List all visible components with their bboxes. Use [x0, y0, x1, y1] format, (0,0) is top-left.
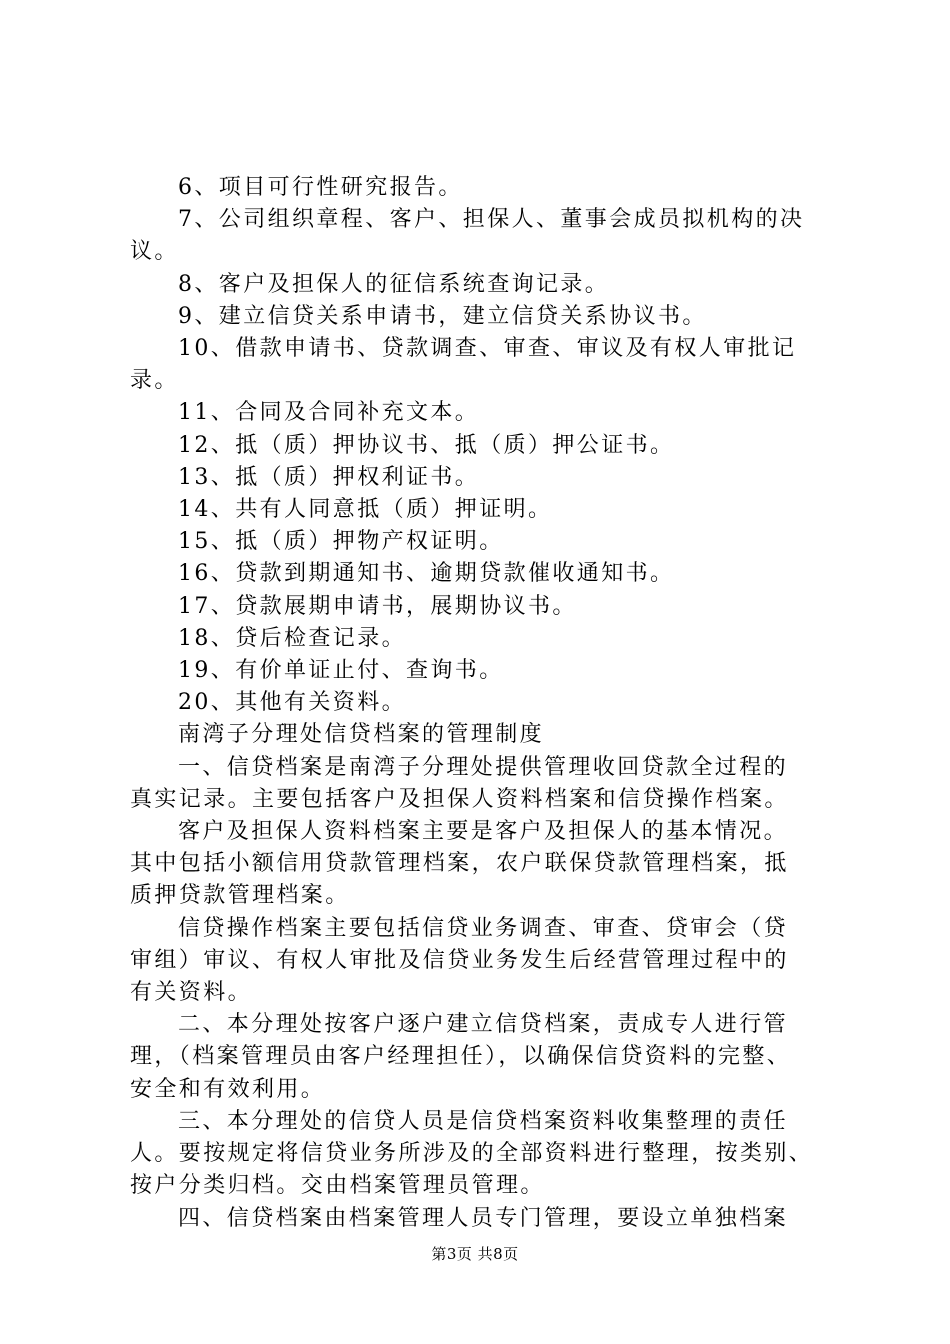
text-line: 18、贷后检查记录。 [178, 625, 406, 651]
text-line: 11、合同及合同补充文本。 [178, 400, 480, 426]
text-line: 客户及担保人资料档案主要是客户及担保人的基本情况。 [178, 819, 789, 845]
text-line: 信贷操作档案主要包括信贷业务调查、审查、贷审会（贷 [178, 915, 789, 941]
text-line: 议。 [130, 239, 179, 265]
text-line: 其中包括小额信用贷款管理档案，农户联保贷款管理档案，抵 [130, 851, 789, 877]
text-line: 20、其他有关资料。 [178, 690, 406, 716]
text-line: 14、共有人同意抵（质）押证明。 [178, 497, 553, 523]
text-line: 8、客户及担保人的征信系统查询记录。 [178, 271, 610, 297]
text-line: 6、项目可行性研究报告。 [178, 175, 463, 200]
text-line: 安全和有效利用。 [130, 1076, 326, 1102]
text-line: 南湾子分理处信贷档案的管理制度 [178, 722, 545, 748]
page-footer: 第3页 共8页 [431, 1245, 519, 1263]
text-line: 人。要按规定将信贷业务所涉及的全部资料进行整理，按类别、 [130, 1141, 814, 1167]
text-line: 10、借款申请书、贷款调查、审查、审议及有权人审批记 [178, 336, 797, 362]
text-line: 16、贷款到期通知书、逾期贷款催收通知书。 [178, 561, 675, 587]
text-line: 17、贷款展期申请书，展期协议书。 [178, 593, 577, 619]
text-line: 19、有价单证止付、查询书。 [178, 658, 504, 684]
text-line: 真实记录。主要包括客户及担保人资料档案和信贷操作档案。 [130, 786, 789, 812]
text-line: 按户分类归档。交由档案管理员管理。 [130, 1173, 545, 1199]
text-line: 质押贷款管理档案。 [130, 883, 350, 909]
text-line: 一、信贷档案是南湾子分理处提供管理收回贷款全过程的 [178, 754, 789, 780]
text-line: 15、抵（质）押物产权证明。 [178, 529, 504, 555]
text-line: 录。 [130, 368, 179, 394]
text-line: 13、抵（质）押权利证书。 [178, 464, 480, 490]
text-line: 三、本分理处的信贷人员是信贷档案资料收集整理的责任 [178, 1108, 789, 1134]
document-body [130, 172, 840, 1235]
text-line: 12、抵（质）押协议书、抵（质）押公证书。 [178, 432, 675, 458]
text-line: 四、信贷档案由档案管理人员专门管理，要设立单独档案 [178, 1205, 789, 1231]
text-line: 理，（档案管理员由客户经理担任），以确保信贷资料的完整、 [130, 1044, 792, 1070]
text-line: 审组）审议、有权人审批及信贷业务发生后经营管理过程中的 [130, 947, 789, 973]
text-line: 9、建立信贷关系申请书，建立信贷关系协议书。 [178, 303, 707, 329]
text-line: 7、公司组织章程、客户、担保人、董事会成员拟机构的决 [178, 207, 805, 233]
text-line: 有关资料。 [130, 980, 253, 1006]
text-line: 二、本分理处按客户逐户建立信贷档案，责成专人进行管 [178, 1012, 789, 1038]
